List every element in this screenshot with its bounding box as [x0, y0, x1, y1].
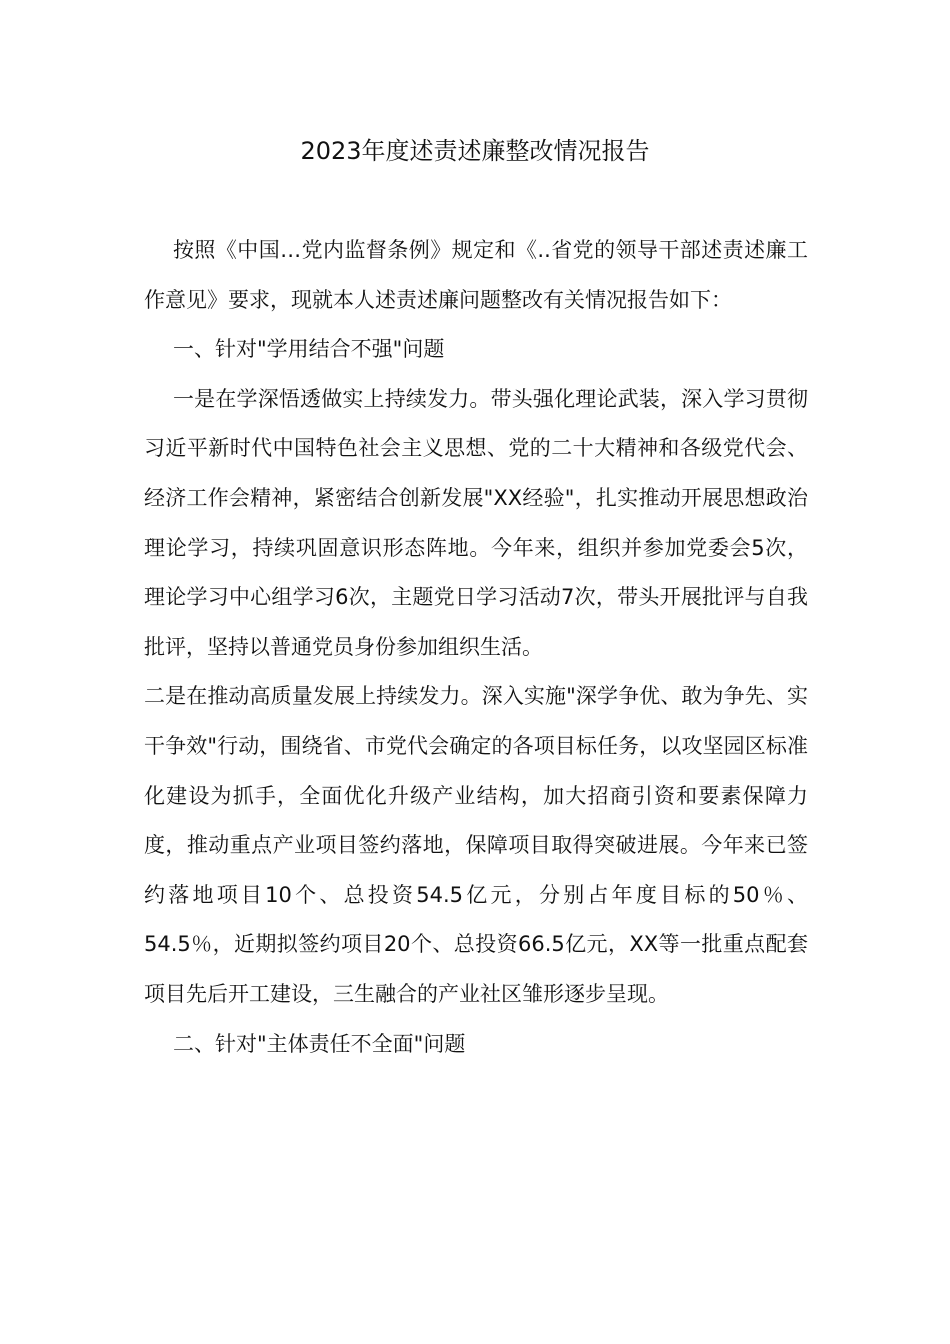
document-title: 2023年度述责述廉整改情况报告	[300, 137, 650, 165]
section-heading-1: 一、针对"学用结合不强"问题	[173, 337, 445, 362]
section-heading-2: 二、针对"主体责任不全面"问题	[173, 1031, 466, 1056]
document-body	[144, 226, 808, 1069]
intro-paragraph: 按照《中国…党内监督条例》规定和《..省党的领导干部述责述廉工作意见》要求，现就本人述责述廉问题整改有关情况报告如下：	[144, 238, 808, 312]
body-paragraph-2: 二是在推动高质量发展上持续发力。深入实施"深学争优、敢为争先、实干争效"行动，围绕省、市党代会确定的各项目标任务，以攻坚园区标准化建设为抓手，全面优化升级产业结构，加大招商引资和要素保障力度，推动重点产业项目签约落地，保障项目取得突破进展。今年来已签约落地项目10个、总投资54.5亿元，分别占年度目标的50％、54.5％，近期拟签约项目20个、总投资66.5亿元，XX等一批重点配套项目先后开工建设，三生融合的产业社区雏形逐步呈现。	[144, 684, 808, 1006]
body-paragraph-1: 一是在学深悟透做实上持续发力。带头强化理论武装，深入学习贯彻习近平新时代中国特色社会主义思想、党的二十大精神和各级党代会、经济工作会精神，紧密结合创新发展"XX经验"，扎实推动开展思想政治理论学习，持续巩固意识形态阵地。今年来，组织并参加党委会5次，理论学习中心组学习6次，主题党日学习活动7次，带头开展批评与自我批评，坚持以普通党员身份参加组织生活。	[144, 386, 808, 659]
